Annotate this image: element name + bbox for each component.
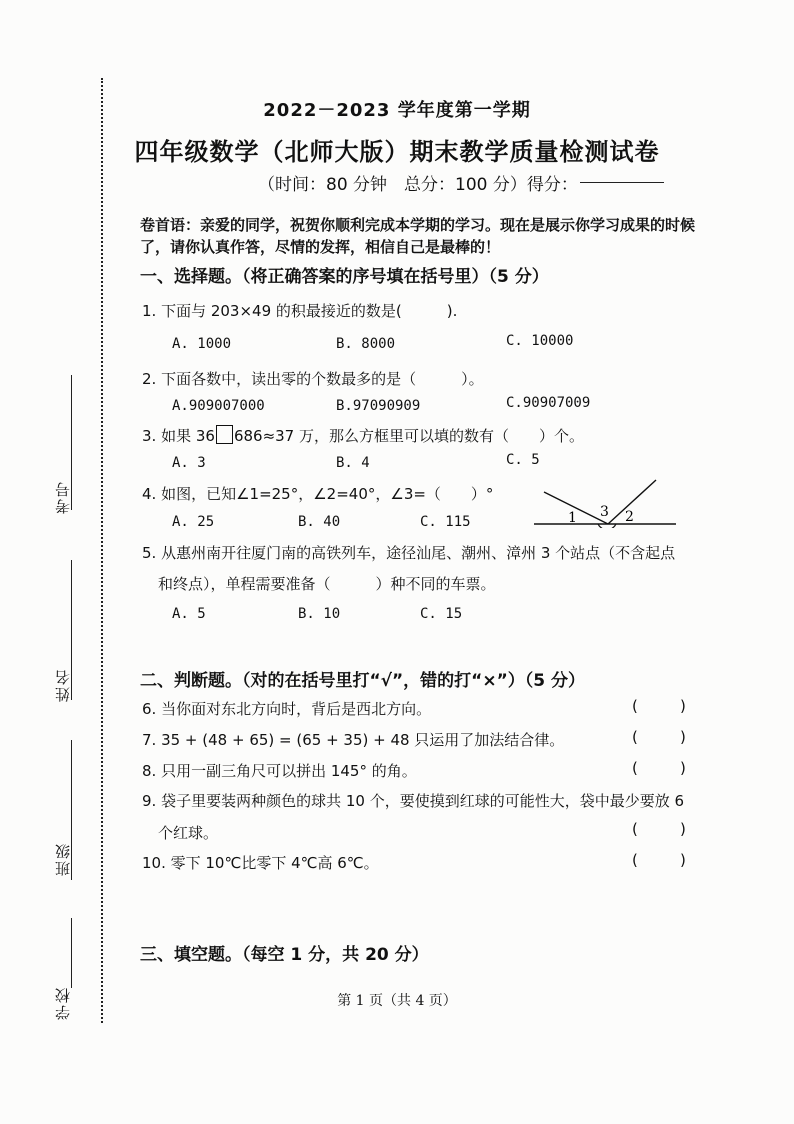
q3-text-after: 686≈37 万，那么方框里可以填的数有（ ）个。 [233,427,584,445]
question-1: 1. 下面与 203×49 的积最接近的数是( ). [142,302,458,320]
q3-option-c: C. 5 [506,452,540,468]
q3-option-b: B. 4 [336,455,370,471]
question-9-line2: 个红球。 [158,824,219,842]
question-8: 8. 只用一副三角尺可以拼出 145° 的角。 [142,762,417,780]
question-5-line2: 和终点），单程需要准备（ ）种不同的车票。 [158,575,496,593]
q9-answer-open[interactable]: ( [632,820,638,838]
page-footer: 第 1 页（共 4 页） [337,993,457,1009]
q10-answer-open[interactable]: ( [632,851,638,869]
q2-option-a: A.909007000 [172,398,265,414]
q2-option-b: B.97090909 [336,398,421,414]
q1-option-c: C. 10000 [506,333,574,349]
q3-option-a: A. 3 [172,455,206,471]
q4-option-c: C. 115 [420,514,471,530]
question-3 [142,425,584,446]
exam-info: （时间：80 分钟 总分：100 分）得分： [258,175,578,195]
q1-option-b: B. 8000 [336,336,396,352]
angle-3-label: 3 [600,504,609,520]
class-label: 班级 [54,842,72,876]
question-2: 2. 下面各数中，读出零的个数最多的是（ ）。 [142,370,484,388]
q10-answer-close: ) [680,851,686,869]
q8-answer-close: ) [680,759,686,777]
q6-answer-open[interactable]: ( [632,697,638,715]
angle-figure [532,478,678,528]
term-heading: 2022－2023 学年度第一学期 [263,100,531,121]
question-10: 10. 零下 10℃比零下 4℃高 6℃。 [142,854,379,872]
q7-answer-close: ) [680,728,686,746]
binding-dotted-line [101,78,103,1023]
q4-option-a: A. 25 [172,514,215,530]
section1-title: 一、选择题。（将正确答案的序号填在括号里）（5 分） [140,267,549,287]
q7-answer-open[interactable]: ( [632,728,638,746]
question-4: 4. 如图，已知∠1=25°，∠2=40°，∠3=（ ）° [142,485,494,503]
question-7: 7. 35 + (48 + 65) = (65 + 35) + 48 只运用了加法结合律。 [142,731,565,749]
q1-option-a: A. 1000 [172,336,232,352]
school-label: 学校 [54,986,72,1020]
angle-2-label: 2 [625,509,634,525]
q5-option-a: A. 5 [172,606,206,622]
q4-option-b: B. 40 [298,514,341,530]
section2-title: 二、判断题。（对的在括号里打“√”，错的打“×”）（5 分） [140,671,586,691]
q9-answer-close: ) [680,820,686,838]
question-5-line1: 5. 从惠州南开往厦门南的高铁列车，途径汕尾、潮州、漳州 3 个站点（不含起点 [142,544,676,562]
square-box-icon [216,425,233,444]
question-6: 6. 当你面对东北方向时，背后是西北方向。 [142,700,432,718]
exam-no-label: 考号 [54,480,72,514]
question-9-line1: 9. 袋子里要装两种颜色的球共 10 个，要使摸到红球的可能性大，袋中最少要放 6 [142,792,685,810]
q5-option-b: B. 10 [298,606,341,622]
q5-option-c: C. 15 [420,606,463,622]
name-label: 姓名 [54,668,72,702]
section3-title: 三、填空题。（每空 1 分，共 20 分） [140,945,429,965]
intro-text: 卷首语：亲爱的同学，祝贺你顺利完成本学期的学习。现在是展示你学习成果的时候了，请你认真作答，尽情的发挥，相信自己是最棒的！ [140,216,696,256]
q2-option-c: C.90907009 [506,395,591,411]
angle-1-label: 1 [568,510,577,526]
q8-answer-open[interactable]: ( [632,759,638,777]
q6-answer-close: ) [680,697,686,715]
score-blank[interactable] [580,182,664,183]
exam-title: 四年级数学（北师大版）期末教学质量检测试卷 [134,138,660,166]
q3-text-before: 3. 如果 36 [142,427,215,445]
school-line [71,918,72,988]
